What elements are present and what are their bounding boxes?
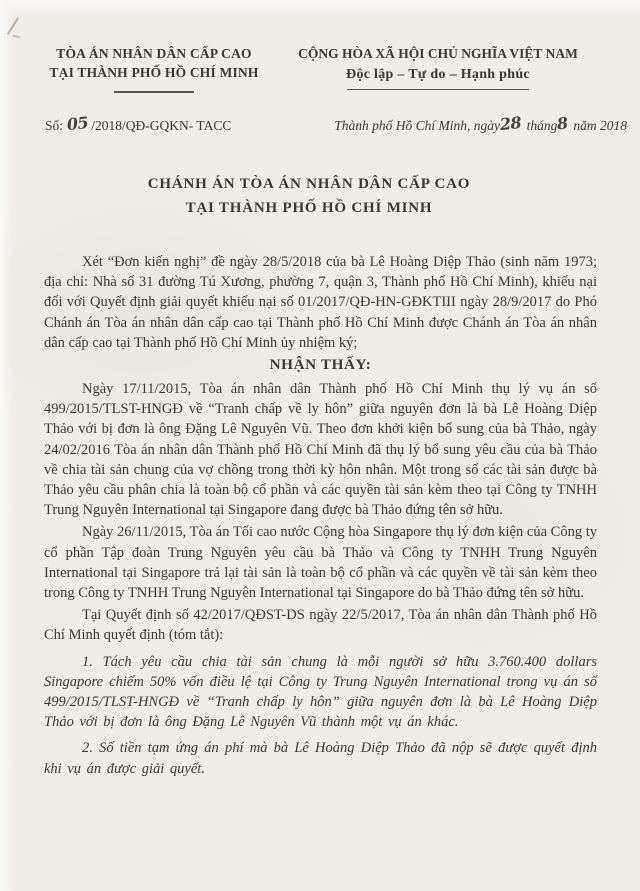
- document-number-suffix: /2018/QĐ-GQKN- TACC: [91, 118, 232, 133]
- document-body: [44, 252, 597, 781]
- document-header: [0, 44, 640, 93]
- document-title-line2: TẠI THÀNH PHỐ HỒ CHÍ MINH: [185, 200, 433, 216]
- year-label: năm 2018: [573, 118, 627, 133]
- reference-row: [45, 112, 627, 135]
- issuing-court-block: [30, 44, 278, 93]
- day-handwritten: 28: [498, 112, 522, 135]
- document-title-line1: CHÁNH ÁN TÒA ÁN NHÂN DÂN CẤP CAO: [147, 176, 471, 192]
- national-name: CỘNG HÒA XÃ HỘI CHỦ NGHĨA VIỆT NAM: [298, 46, 578, 61]
- paragraph-petition-review: Xét “Đơn kiến nghị” đề ngày 28/5/2018 của bà Lê Hoàng Diệp Thảo (sinh năm 1973; địa chỉ: Nhà số 31 đường Tú Xương, phường 7, quận 3, Thành phố Hồ Chí Minh), khiếu nại đối với Quyết định giải quyết khiếu nại số 01/2017/QĐ-HN-GĐKTIII ngày 28/9/2017 do Phó Chánh án Tòa án nhân dân cấp cao tại Thành phố Hồ Chí Minh được Chánh án Tòa án nhân dân cấp cao tại Thành phố Hồ Chí Minh ủy nhiệm ký;: [44, 254, 597, 351]
- place-date-pre: Thành phố Hồ Chí Minh, ngày: [334, 118, 500, 133]
- paragraph-divorce-case: Ngày 17/11/2015, Tòa án nhân dân Thành phố Hồ Chí Minh thụ lý vụ án số 499/2015/TLST-HNGĐ về “Tranh chấp về ly hôn” giữa nguyên đơn là bà Lê Hoàng Diệp Thảo với bị đơn là ông Đặng Lê Nguyên Vũ. Theo đơn khởi kiện bổ sung của bà Thảo, ngày 24/02/2016 Tòa án nhân dân Thành phố Hồ Chí Minh đã thụ lý bổ sung yêu cầu của bà Thảo về chia tài sản chung của vợ chồng trong thời kỳ hôn nhân. Một trong số các tài sản được bà Thảo yêu cầu phân chia là toàn bộ cổ phần và các quyền tài sản kèm theo tại Công ty TNHH Trung Nguyên International tại Singapore đang được bà Thảo đứng tên sở hữu.: [44, 381, 597, 519]
- paragraph-decision-summary-intro: Tại Quyết định số 42/2017/QĐST-DS ngày 22/5/2017, Tòa án nhân dân Thành phố Hồ Chí Minh quyết định (tóm tắt):: [44, 607, 597, 644]
- document-number: [45, 112, 232, 135]
- document-title: [0, 172, 618, 220]
- decision-item-1: 1. Tách yêu cầu chia tài sản chung là mỗi người sở hữu 3.760.400 dollars Singapore chiếm 50% vốn điều lệ tại Công ty Trung Nguyên International trong vụ án số 499/2015/TLST-HNGĐ về “Tranh chấp ly hôn” giữa nguyên đơn là bà Lê Hoàng Diệp Thảo với bị đơn là ông Đặng Lê Nguyên Vũ thành một vụ án khác.: [44, 653, 597, 731]
- place-date-line: [334, 112, 627, 135]
- scan-artifact-mark: [7, 17, 19, 35]
- month-label: tháng: [526, 118, 558, 133]
- issuing-court-line2: TẠI THÀNH PHỐ HỒ CHÍ MINH: [49, 65, 259, 80]
- document-number-prefix: Số:: [45, 118, 64, 133]
- national-motto: Độc lập – Tự do – Hạnh phúc: [346, 67, 530, 82]
- paragraph-singapore-case: Ngày 26/11/2015, Tòa án Tối cao nước Cộng hòa Singapore thụ lý đơn kiện của Công ty cổ phần Tập đoàn Trung Nguyên yêu cầu bà Thảo và Công ty TNHH Trung Nguyên International tại Singapore trả lại tài sản là toàn bộ cổ phần và các quyền về tài sản kèm theo trong Công ty TNHH Trung Nguyên International tại Singapore do bà Thảo đứng tên sở hữu.: [44, 524, 597, 602]
- decision-item-2: 2. Số tiền tạm ứng án phí mà bà Lê Hoàng Diệp Thảo đã nộp sẽ được quyết định khi vụ án được giải quyết.: [44, 740, 597, 777]
- court-name-underline: [114, 91, 194, 93]
- issuing-court-line1: TÒA ÁN NHÂN DÂN CẤP CAO: [56, 46, 252, 61]
- national-heading-block: [283, 44, 593, 93]
- motto-underline: [347, 89, 529, 90]
- month-handwritten: 8: [556, 113, 569, 134]
- section-heading-nhan-thay: NHẬN THẤY:: [269, 356, 372, 374]
- document-number-handwritten: 05: [65, 112, 90, 135]
